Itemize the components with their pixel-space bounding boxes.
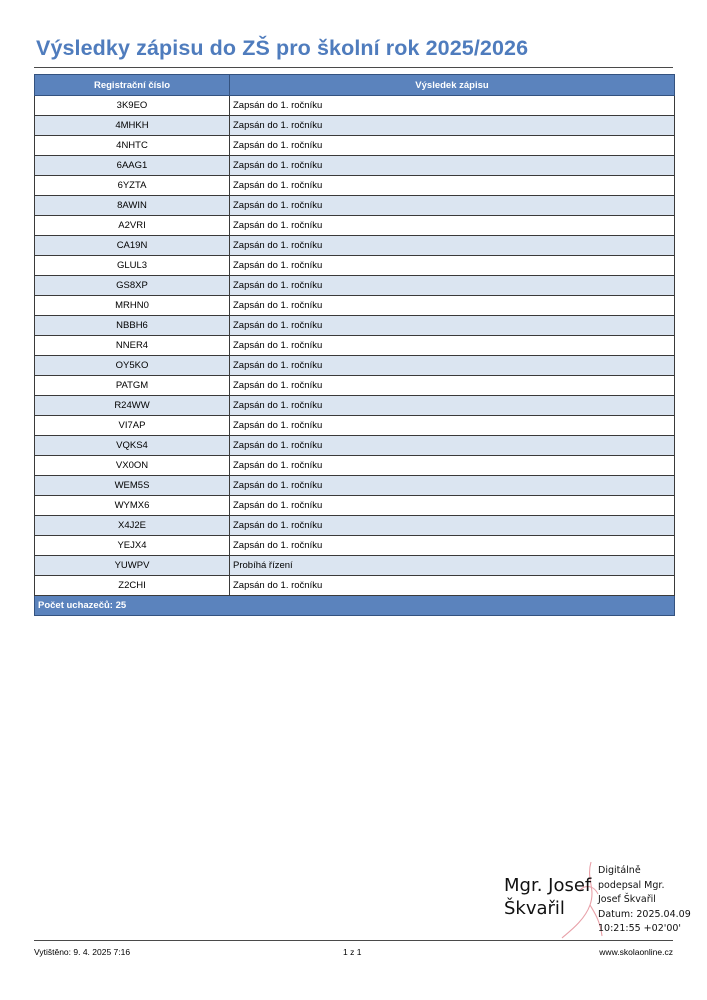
registration-number-cell: GS8XP [35,276,230,296]
table-row [35,416,675,436]
registration-number-cell: PATGM [35,376,230,396]
table-row [35,396,675,416]
result-cell: Zapsán do 1. ročníku [230,96,675,116]
table-row [35,556,675,576]
result-cell: Zapsán do 1. ročníku [230,116,675,136]
registration-number-cell: CA19N [35,236,230,256]
printed-date: Vytištěno: 9. 4. 2025 7:16 [34,947,131,957]
registration-number-cell: WEM5S [35,476,230,496]
registration-number-cell: VX0ON [35,456,230,476]
registration-number-cell: 8AWIN [35,196,230,216]
signer-name-line1: Mgr. Josef [504,875,592,896]
result-cell: Zapsán do 1. ročníku [230,476,675,496]
registration-number-cell: 4MHKH [35,116,230,136]
table-row [35,476,675,496]
footer-divider [34,940,673,941]
table-footer-row [35,596,675,616]
table-row [35,156,675,176]
registration-number-cell: YUWPV [35,556,230,576]
table-row [35,96,675,116]
result-cell: Zapsán do 1. ročníku [230,276,675,296]
registration-number-cell: 3K9EO [35,96,230,116]
result-cell: Zapsán do 1. ročníku [230,416,675,436]
result-cell: Zapsán do 1. ročníku [230,516,675,536]
table-row [35,356,675,376]
signature-details [598,864,691,937]
registration-number-cell: MRHN0 [35,296,230,316]
registration-number-cell: X4J2E [35,516,230,536]
registration-number-cell: Z2CHI [35,576,230,596]
result-cell: Zapsán do 1. ročníku [230,136,675,156]
table-row [35,456,675,476]
table-row [35,116,675,136]
signature-detail-line: podepsal Mgr. [598,879,665,891]
result-cell: Zapsán do 1. ročníku [230,156,675,176]
registration-number-cell: VI7AP [35,416,230,436]
column-header-registration: Registrační číslo [35,75,230,96]
table-row [35,436,675,456]
page-number: 1 z 1 [343,947,362,957]
table-row [35,536,675,556]
result-cell: Zapsán do 1. ročníku [230,196,675,216]
signature-detail-line: Digitálně [598,865,641,876]
table-row [35,196,675,216]
column-header-result: Výsledek zápisu [230,75,675,96]
table-body [35,96,675,596]
signature-detail-line: Josef Škvařil [598,894,656,905]
result-cell: Zapsán do 1. ročníku [230,336,675,356]
registration-number-cell: OY5KO [35,356,230,376]
table-header-row [35,75,675,96]
registration-number-cell: VQKS4 [35,436,230,456]
table-row [35,136,675,156]
table-row [35,376,675,396]
registration-number-cell: GLUL3 [35,256,230,276]
result-cell: Zapsán do 1. ročníku [230,316,675,336]
result-cell: Zapsán do 1. ročníku [230,256,675,276]
registration-number-cell: 6AAG1 [35,156,230,176]
signature-detail-line: 10:21:55 +02'00' [598,923,682,934]
result-cell: Zapsán do 1. ročníku [230,216,675,236]
registration-number-cell: YEJX4 [35,536,230,556]
table-row [35,516,675,536]
table-row [35,256,675,276]
applicant-count: Počet uchazečů: 25 [35,596,675,616]
table-row [35,216,675,236]
registration-number-cell: 6YZTA [35,176,230,196]
website-link[interactable]: www.skolaonline.cz [599,947,673,957]
result-cell: Zapsán do 1. ročníku [230,396,675,416]
signer-name-line2: Škvařil [504,898,565,919]
title-divider [34,67,673,68]
table-row [35,296,675,316]
registration-number-cell: A2VRI [35,216,230,236]
results-table [34,74,675,616]
table-row [35,496,675,516]
result-cell: Zapsán do 1. ročníku [230,376,675,396]
result-cell: Zapsán do 1. ročníku [230,576,675,596]
table-row [35,576,675,596]
result-cell: Probíhá řízení [230,556,675,576]
table-row [35,176,675,196]
result-cell: Zapsán do 1. ročníku [230,456,675,476]
result-cell: Zapsán do 1. ročníku [230,436,675,456]
result-cell: Zapsán do 1. ročníku [230,356,675,376]
result-cell: Zapsán do 1. ročníku [230,176,675,196]
result-cell: Zapsán do 1. ročníku [230,236,675,256]
table-row [35,276,675,296]
registration-number-cell: NNER4 [35,336,230,356]
result-cell: Zapsán do 1. ročníku [230,296,675,316]
table-row [35,236,675,256]
page-title: Výsledky zápisu do ZŠ pro školní rok 2025/2026 [36,36,529,60]
registration-number-cell: R24WW [35,396,230,416]
signature-detail-line: Datum: 2025.04.09 [598,908,691,920]
digital-signature [504,860,694,938]
result-cell: Zapsán do 1. ročníku [230,496,675,516]
table-row [35,316,675,336]
table-row [35,336,675,356]
signer-name [504,874,591,920]
registration-number-cell: WYMX6 [35,496,230,516]
registration-number-cell: 4NHTC [35,136,230,156]
registration-number-cell: NBBH6 [35,316,230,336]
result-cell: Zapsán do 1. ročníku [230,536,675,556]
